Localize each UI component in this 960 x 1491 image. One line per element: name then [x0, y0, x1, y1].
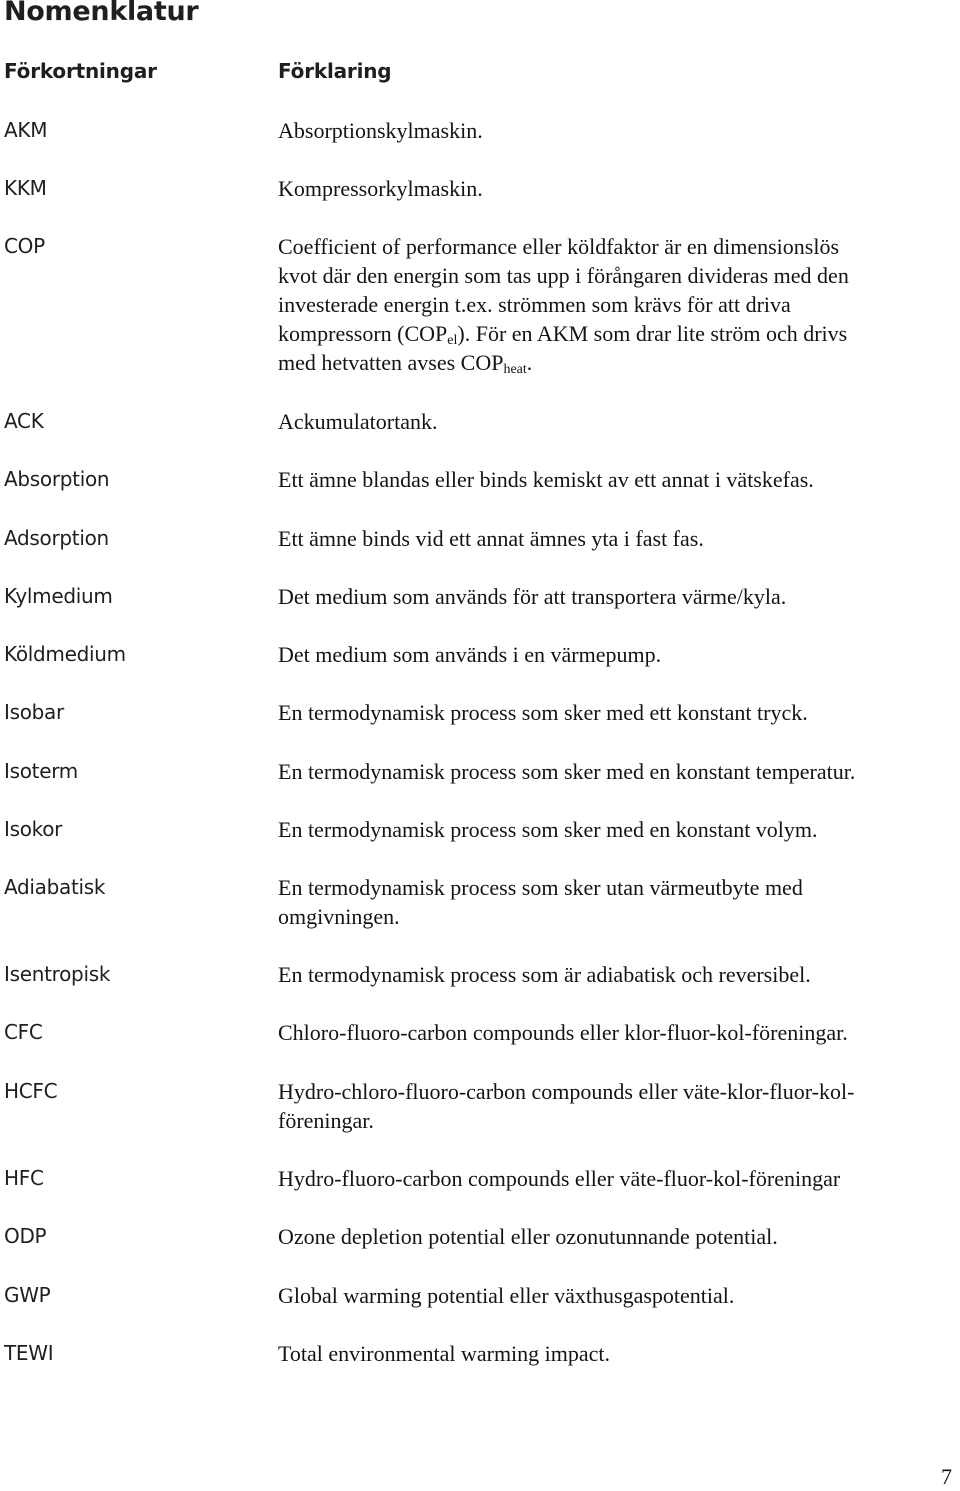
- term: HCFC: [4, 1079, 58, 1103]
- term: GWP: [4, 1283, 51, 1307]
- definition: Det medium som används för att transportera värme/kyla.: [278, 584, 787, 609]
- term: Adsorption: [4, 526, 109, 550]
- term: HFC: [4, 1166, 44, 1190]
- definition: Hydro-fluoro-carbon compounds eller väte-fluor-kol-föreningar: [278, 1166, 841, 1191]
- term: Absorption: [4, 467, 110, 491]
- definition: En termodynamisk process som sker med en konstant volym.: [278, 817, 818, 842]
- definition: En termodynamisk process som sker utan värmeutbyte med omgivningen.: [278, 875, 803, 929]
- term: Köldmedium: [4, 642, 126, 666]
- term: COP: [4, 234, 45, 258]
- term: ACK: [4, 409, 44, 433]
- term: Isokor: [4, 817, 63, 841]
- definition: Global warming potential eller växthusgaspotential.: [278, 1283, 735, 1308]
- definition: En termodynamisk process som är adiabatisk och reversibel.: [278, 962, 811, 987]
- explanation-column-header: Förklaring: [278, 59, 392, 83]
- term: AKM: [4, 118, 48, 142]
- term: ODP: [4, 1224, 47, 1248]
- term: Kylmedium: [4, 584, 113, 608]
- term: CFC: [4, 1020, 43, 1044]
- definition: Ackumulatortank.: [278, 409, 438, 434]
- definition: Coefficient of performance eller köldfaktor är en dimensionslös kvot där den energin som tas upp i förångaren divideras med den investerade energin t.ex. strömmen som krävs för att driva kompressorn $(COP_{el})$. För en AKM som drar lite ström och drivs med hetvatten avses $COP_{heat}$.: [278, 234, 849, 377]
- definition: En termodynamisk process som sker med en konstant temperatur.: [278, 759, 856, 784]
- term: Isobar: [4, 700, 64, 724]
- subscript-heat: heat: [503, 362, 527, 377]
- definition: Total environmental warming impact.: [278, 1341, 611, 1366]
- definition: Hydro-chloro-fluoro-carbon compounds eller väte-klor-fluor-kol- föreningar.: [278, 1079, 855, 1133]
- definition: Ett ämne blandas eller binds kemiskt av ett annat i vätskefas.: [278, 467, 814, 492]
- definition: Det medium som används i en värmepump.: [278, 642, 662, 667]
- term: Isoterm: [4, 759, 78, 783]
- term: Isentropisk: [4, 962, 111, 986]
- term: KKM: [4, 176, 47, 200]
- definition: Ozone depletion potential eller ozonutunnande potential.: [278, 1224, 778, 1249]
- page-heading: Nomenklatur: [4, 0, 199, 27]
- term: TEWI: [4, 1341, 54, 1365]
- abbreviations-column-header: Förkortningar: [4, 59, 157, 83]
- definition: Chloro-fluoro-carbon compounds eller klor-fluor-kol-föreningar.: [278, 1020, 848, 1045]
- definition: Kompressorkylmaskin.: [278, 176, 483, 201]
- definition: Ett ämne binds vid ett annat ämnes yta i fast fas.: [278, 526, 704, 551]
- page-number: 7: [941, 1464, 952, 1489]
- term: Adiabatisk: [4, 875, 106, 899]
- subscript-el: el: [447, 333, 458, 348]
- definition: En termodynamisk process som sker med ett konstant tryck.: [278, 700, 808, 725]
- definition: Absorptionskylmaskin.: [278, 118, 483, 143]
